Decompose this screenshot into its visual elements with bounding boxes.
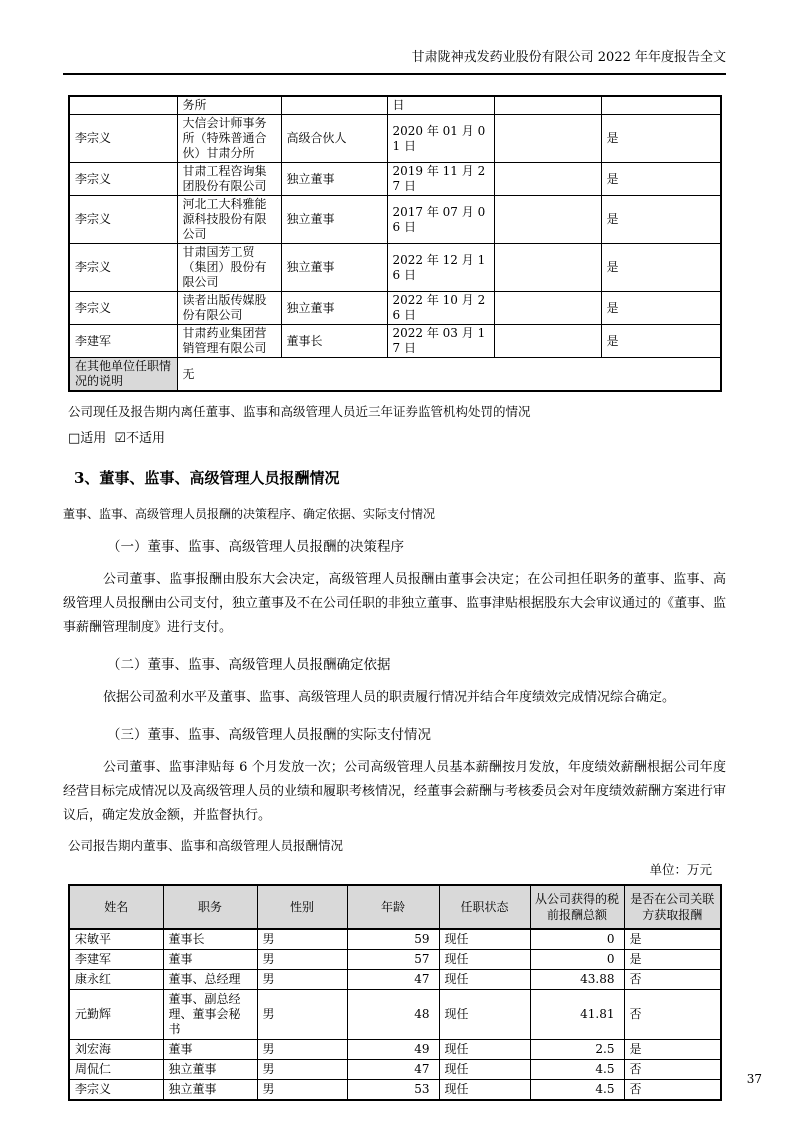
position-cell: 独立董事 bbox=[163, 1060, 257, 1080]
name-cell: 李宗义 bbox=[69, 244, 177, 292]
position-cell: 董事 bbox=[163, 950, 257, 970]
note-label-cell: 在其他单位任职情况的说明 bbox=[69, 358, 177, 392]
table-row bbox=[69, 115, 721, 163]
table-row bbox=[69, 292, 721, 325]
paid-cell: 是 bbox=[601, 292, 721, 325]
start-date-cell: 2017 年 07 月 06 日 bbox=[387, 196, 494, 244]
column-header-position: 职务 bbox=[163, 885, 257, 929]
report-header-title: 甘肃陇神戎发药业股份有限公司 2022 年年度报告全文 bbox=[63, 50, 726, 75]
name-cell bbox=[69, 96, 177, 115]
company-cell: 务所 bbox=[177, 96, 281, 115]
table-note-row bbox=[69, 358, 721, 392]
section-intro: 董事、监事、高级管理人员报酬的决策程序、确定依据、实际支付情况 bbox=[63, 507, 436, 521]
start-date-cell: 2022 年 10 月 26 日 bbox=[387, 292, 494, 325]
compensation-table bbox=[68, 884, 722, 1101]
age-cell: 48 bbox=[347, 990, 439, 1040]
pay-cell: 4.5 bbox=[530, 1080, 624, 1101]
applicable-label: 适用 bbox=[80, 431, 107, 446]
paid-cell bbox=[601, 96, 721, 115]
position-cell: 独立董事 bbox=[281, 196, 387, 244]
company-cell: 河北工大科雅能源科技股份有限公司 bbox=[177, 196, 281, 244]
unit-label: 单位：万元 bbox=[649, 862, 712, 877]
compensation-table-caption: 公司报告期内董事、监事和高级管理人员报酬情况 bbox=[68, 838, 344, 853]
table-row bbox=[69, 970, 721, 990]
paid-cell: 是 bbox=[601, 115, 721, 163]
end-date-cell bbox=[494, 292, 601, 325]
end-date-cell bbox=[494, 325, 601, 358]
name-cell: 李宗义 bbox=[69, 115, 177, 163]
paid-cell: 是 bbox=[601, 196, 721, 244]
column-header-related-party: 是否在公司关联方获取报酬 bbox=[624, 885, 721, 929]
company-cell: 甘肃药业集团营销管理有限公司 bbox=[177, 325, 281, 358]
column-header-status: 任职状态 bbox=[439, 885, 530, 929]
table-row bbox=[69, 1080, 721, 1101]
section-heading: 3、董事、监事、高级管理人员报酬情况 bbox=[74, 469, 340, 487]
table-row bbox=[69, 1040, 721, 1060]
age-cell: 47 bbox=[347, 970, 439, 990]
pay-cell: 41.81 bbox=[530, 990, 624, 1040]
position-cell: 董事、副总经理、董事会秘书 bbox=[163, 990, 257, 1040]
pay-cell: 43.88 bbox=[530, 970, 624, 990]
related-party-cell: 否 bbox=[624, 1060, 721, 1080]
end-date-cell bbox=[494, 115, 601, 163]
related-party-cell: 否 bbox=[624, 970, 721, 990]
name-cell: 李宗义 bbox=[69, 1080, 163, 1101]
pay-cell: 4.5 bbox=[530, 1060, 624, 1080]
gender-cell: 男 bbox=[257, 1040, 347, 1060]
status-cell: 现任 bbox=[439, 1040, 530, 1060]
gender-cell: 男 bbox=[257, 1060, 347, 1080]
status-cell: 现任 bbox=[439, 929, 530, 950]
table-row bbox=[69, 990, 721, 1040]
position-cell: 董事长 bbox=[281, 325, 387, 358]
gender-cell: 男 bbox=[257, 970, 347, 990]
penalty-statement: 公司现任及报告期内离任董事、监事和高级管理人员近三年证券监管机构处罚的情况 bbox=[68, 404, 531, 419]
end-date-cell bbox=[494, 96, 601, 115]
column-header-name: 姓名 bbox=[69, 885, 163, 929]
name-cell: 李宗义 bbox=[69, 292, 177, 325]
status-cell: 现任 bbox=[439, 1060, 530, 1080]
related-party-cell: 是 bbox=[624, 929, 721, 950]
page-number: 37 bbox=[746, 1072, 762, 1086]
position-cell: 独立董事 bbox=[281, 163, 387, 196]
position-cell: 独立董事 bbox=[281, 292, 387, 325]
gender-cell: 男 bbox=[257, 990, 347, 1040]
name-cell: 李建军 bbox=[69, 950, 163, 970]
age-cell: 49 bbox=[347, 1040, 439, 1060]
table-row bbox=[69, 325, 721, 358]
position-cell: 董事、总经理 bbox=[163, 970, 257, 990]
table-row bbox=[69, 196, 721, 244]
position-cell: 独立董事 bbox=[163, 1080, 257, 1101]
subsection-2-paragraph: 依据公司盈利水平及董事、监事、高级管理人员的职责履行情况并结合年度绩效完成情况综合确定。 bbox=[103, 690, 676, 705]
paid-cell: 是 bbox=[601, 163, 721, 196]
name-cell: 李宗义 bbox=[69, 196, 177, 244]
table-row bbox=[69, 1060, 721, 1080]
column-header-age: 年龄 bbox=[347, 885, 439, 929]
subsection-1-heading: （一）董事、监事、高级管理人员报酬的决策程序 bbox=[107, 539, 404, 555]
age-cell: 53 bbox=[347, 1080, 439, 1101]
end-date-cell bbox=[494, 244, 601, 292]
paid-cell: 是 bbox=[601, 244, 721, 292]
gender-cell: 男 bbox=[257, 929, 347, 950]
pay-cell: 2.5 bbox=[530, 1040, 624, 1060]
table-row bbox=[69, 950, 721, 970]
related-party-cell: 否 bbox=[624, 1080, 721, 1101]
pay-cell: 0 bbox=[530, 929, 624, 950]
name-cell: 李建军 bbox=[69, 325, 177, 358]
start-date-cell: 2022 年 03 月 17 日 bbox=[387, 325, 494, 358]
start-date-cell: 2020 年 01 月 01 日 bbox=[387, 115, 494, 163]
position-cell bbox=[281, 96, 387, 115]
company-cell: 大信会计师事务所（特殊普通合伙）甘肃分所 bbox=[177, 115, 281, 163]
checkbox-unchecked-icon: □ bbox=[68, 431, 81, 446]
position-cell: 高级合伙人 bbox=[281, 115, 387, 163]
start-date-cell: 2019 年 11 月 27 日 bbox=[387, 163, 494, 196]
company-cell: 甘肃工程咨询集团股份有限公司 bbox=[177, 163, 281, 196]
subsection-2-heading: （二）董事、监事、高级管理人员报酬确定依据 bbox=[107, 657, 391, 673]
start-date-cell: 2022 年 12 月 16 日 bbox=[387, 244, 494, 292]
position-cell: 独立董事 bbox=[281, 244, 387, 292]
table-row-continuation bbox=[69, 96, 721, 115]
not-applicable-label: 不适用 bbox=[125, 431, 165, 446]
position-cell: 董事长 bbox=[163, 929, 257, 950]
company-cell: 甘肃国芳工贸（集团）股份有限公司 bbox=[177, 244, 281, 292]
name-cell: 元勤辉 bbox=[69, 990, 163, 1040]
paid-cell: 是 bbox=[601, 325, 721, 358]
other-positions-table bbox=[68, 95, 722, 392]
start-date-cell: 日 bbox=[387, 96, 494, 115]
status-cell: 现任 bbox=[439, 1080, 530, 1101]
gender-cell: 男 bbox=[257, 1080, 347, 1101]
end-date-cell bbox=[494, 196, 601, 244]
name-cell: 康永红 bbox=[69, 970, 163, 990]
checkbox-checked-icon: ☑ bbox=[114, 431, 126, 446]
subsection-1-paragraph: 公司董事、监事报酬由股东大会决定，高级管理人员报酬由董事会决定；在公司担任职务的董事、监事、高级管理人员报酬由公司支付，独立董事及不在公司任职的非独立董事、监事津贴根据股东大会审议通过的《董事、监事薪酬管理制度》进行支付。 bbox=[63, 572, 727, 635]
column-header-gender: 性别 bbox=[257, 885, 347, 929]
name-cell: 李宗义 bbox=[69, 163, 177, 196]
related-party-cell: 否 bbox=[624, 990, 721, 1040]
table-row bbox=[69, 244, 721, 292]
end-date-cell bbox=[494, 163, 601, 196]
gender-cell: 男 bbox=[257, 950, 347, 970]
table-row bbox=[69, 163, 721, 196]
status-cell: 现任 bbox=[439, 970, 530, 990]
table-row bbox=[69, 929, 721, 950]
related-party-cell: 是 bbox=[624, 950, 721, 970]
position-cell: 董事 bbox=[163, 1040, 257, 1060]
age-cell: 59 bbox=[347, 929, 439, 950]
name-cell: 刘宏海 bbox=[69, 1040, 163, 1060]
status-cell: 现任 bbox=[439, 950, 530, 970]
related-party-cell: 是 bbox=[624, 1040, 721, 1060]
subsection-3-paragraph: 公司董事、监事津贴每 6 个月发放一次；公司高级管理人员基本薪酬按月发放，年度绩效薪酬根据公司年度经营目标完成情况以及高级管理人员的业绩和履职考核情况，经董事会薪酬与考核委员会对年度绩效薪酬方案进行审议后，确定发放金额，并监督执行。 bbox=[63, 760, 727, 823]
column-header-pretax-pay: 从公司获得的税前报酬总额 bbox=[530, 885, 624, 929]
pay-cell: 0 bbox=[530, 950, 624, 970]
status-cell: 现任 bbox=[439, 990, 530, 1040]
name-cell: 宋敏平 bbox=[69, 929, 163, 950]
table-header-row bbox=[69, 885, 721, 929]
age-cell: 57 bbox=[347, 950, 439, 970]
age-cell: 47 bbox=[347, 1060, 439, 1080]
company-cell: 读者出版传媒股份有限公司 bbox=[177, 292, 281, 325]
applicability-line bbox=[68, 430, 726, 447]
subsection-3-heading: （三）董事、监事、高级管理人员报酬的实际支付情况 bbox=[107, 727, 431, 743]
name-cell: 周侃仁 bbox=[69, 1060, 163, 1080]
note-value-cell: 无 bbox=[177, 358, 721, 392]
